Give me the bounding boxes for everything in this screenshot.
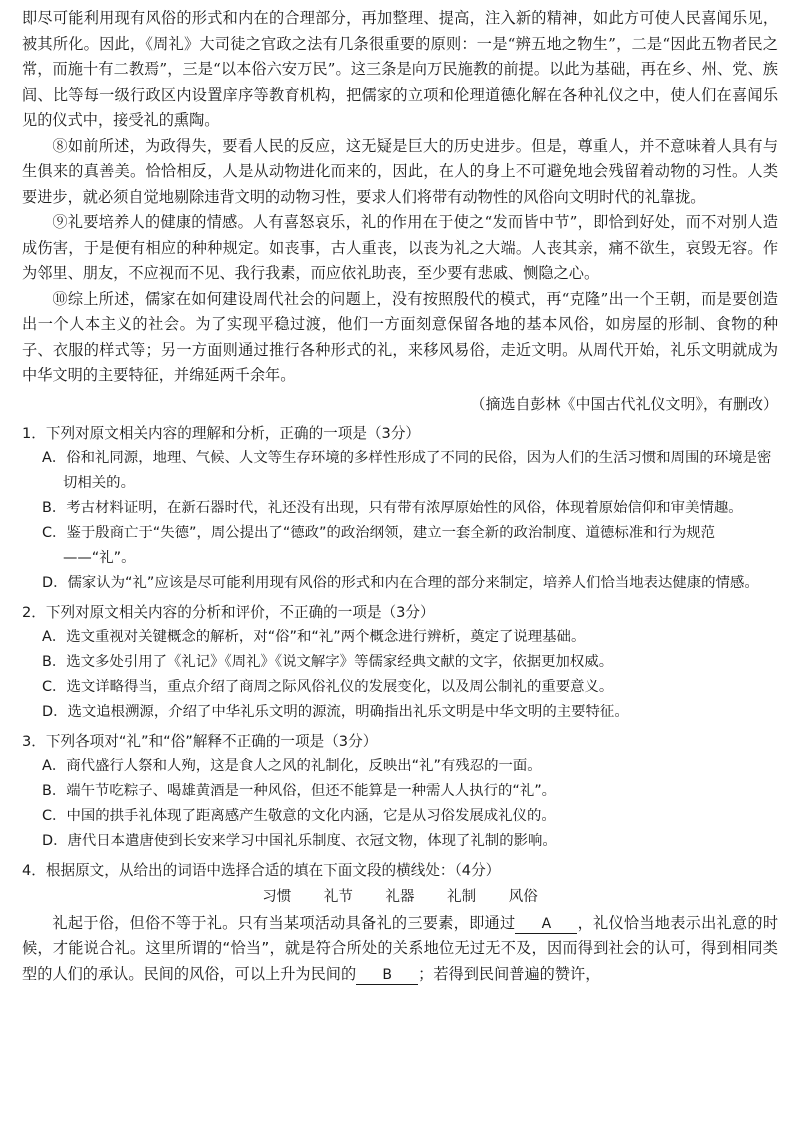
question-3-option-a: A．商代盛行人祭和人殉，这是食人之风的礼制化，反映出“礼”有残忍的一面。 bbox=[42, 757, 542, 774]
passage-text: 礼起于俗，但俗不等于礼。只有当某项活动具备礼的三要素，即通过 bbox=[52, 913, 516, 932]
article-paragraph-10: ⑩综上所述，儒家在如何建设周代社会的问题上，没有按照殷代的模式，再“克隆”出一个王朝，而是要创造出一个人本主义的社会。为了实现平稳过渡，他们一方面刻意保留各地的基本风俗，如房屋的形制、食物的种子、衣服的样式等；另一方面则通过推行各种形式的礼，来移风易俗，走近文明。从周代开始，礼乐文明就成为中华文明的主要特征，并绵延两千余年。 bbox=[22, 289, 778, 384]
passage-text: ，礼仪恰当地表示出礼意的时候，才能说合礼。这里所谓的“恰当”，就是符合所处的关系地位无过无不及，因而得到社会的认可，得到相同类型的人们的承认。民间的风俗，可以上升为民间的 bbox=[22, 913, 779, 983]
question-4 bbox=[22, 858, 778, 988]
question-2-option-c: C．选文详略得当，重点介绍了商周之际风俗礼仪的发展变化，以及周公制礼的重要意义。 bbox=[42, 678, 614, 695]
word-bank-item: 礼节 bbox=[323, 888, 353, 905]
article-paragraph-9: ⑨礼要培养人的健康的情感。人有喜怒哀乐，礼的作用在于使之“发而皆中节”，即恰到好处，而不对别人造成伤害，于是便有相应的种种规定。如丧事，古人重丧，以丧为礼之大端。人丧其亲，痛不欲生，哀毁无容。作为邻里、朋友，不应视而不见、我行我素，而应依礼助丧，至少要有悲戚、恻隐之心。 bbox=[22, 213, 778, 282]
word-bank-item: 礼器 bbox=[385, 888, 415, 905]
question-3-option-c: C．中国的拱手礼体现了距离感产生敬意的文化内涵，它是从习俗发展成礼仪的。 bbox=[42, 807, 556, 824]
word-bank bbox=[22, 883, 778, 911]
question-3-option-d: D．唐代日本遣唐使到长安来学习中国礼乐制度、衣冠文物，体现了礼制的影响。 bbox=[42, 832, 557, 849]
question-1-stem: 1．下列对原文相关内容的理解和分析，正确的一项是（3分） bbox=[22, 424, 421, 442]
question-4-stem: 4．根据原文，从给出的词语中选择合适的填在下面文段的横线处：（4分） bbox=[22, 861, 501, 879]
question-4-passage bbox=[22, 911, 778, 988]
question-1-option-c: C．鉴于殷商亡于“失德”，周公提出了“德政”的政治纲领，建立一套全新的政治制度、道德标准和行为规范——“礼”。 bbox=[42, 524, 716, 566]
question-2-option-a: A．选文重视对关键概念的解析，对“俗”和“礼”两个概念进行辨析，奠定了说理基础。 bbox=[42, 628, 586, 645]
article-paragraph-7: 即尽可能利用现有风俗的形式和内在的合理部分，再加整理、提高，注入新的精神，如此方可使人民喜闻乐见，被其所化。因此，《周礼》大司徒之官政之法有几条很重要的原则：一是“辨五地之物生”，二是“因此五物者民之常，而施十有二教焉”，三是“以本俗六安万民”。这三条是向万民施教的前提。以此为基础，再在乡、州、党、族闾、比等每一级行政区内设置庠序等教育机构，把儒家的立项和伦理道德化解在各种礼仪之中，使人们在喜闻乐见的仪式中，接受礼的熏陶。 bbox=[22, 9, 778, 129]
question-1-option-a: A．俗和礼同源，地理、气候、人文等生存环境的多样性形成了不同的民俗，因为人们的生活习惯和周围的环境是密切相关的。 bbox=[42, 449, 772, 491]
question-2-option-d: D．选文追根溯源，介绍了中华礼乐文明的源流，明确指出礼乐文明是中华文明的主要特征。 bbox=[42, 703, 629, 720]
article-source: （摘选自彭林《中国古代礼仪文明》，有删改） bbox=[470, 394, 778, 413]
question-3-option-b: B．端午节吃粽子、喝雄黄酒是一种风俗，但还不能算是一种需人人执行的“礼”。 bbox=[42, 782, 557, 799]
word-bank-item: 礼制 bbox=[447, 888, 477, 905]
question-1-option-d: D．儒家认为“礼”应该是尽可能利用现有风俗的形式和内在合理的部分来制定，培养人们恰当地表达健康的情感。 bbox=[42, 574, 759, 591]
question-1 bbox=[22, 421, 778, 596]
article-paragraph-8: ⑧如前所述，为政得失，要看人民的反应，这无疑是巨大的历史进步。但是，尊重人，并不意味着人具有与生俱来的真善美。恰恰相反，人是从动物进化而来的，因此，在人的身上不可避免地会残留着动物的习性。人类要进步，就必须自觉地剔除违背文明的动物习性，要求人们将带有动物性的风俗向文明时代的礼靠拢。 bbox=[22, 136, 778, 206]
word-bank-item: 习惯 bbox=[262, 888, 292, 905]
blank-a[interactable]: A bbox=[515, 915, 577, 934]
question-3 bbox=[22, 729, 778, 854]
blank-b[interactable]: B bbox=[356, 966, 418, 985]
passage-text: ；若得到民间普遍的赞许， bbox=[418, 964, 601, 983]
word-bank-item: 风俗 bbox=[508, 888, 538, 905]
question-2-option-b: B．选文多处引用了《礼记》《周礼》《说文解字》等儒家经典文献的文字，依据更加权威。 bbox=[42, 653, 614, 670]
question-1-option-b: B．考古材料证明，在新石器时代，礼还没有出现，只有带有浓厚原始性的风俗，体现着原始信仰和审美情趣。 bbox=[42, 499, 743, 516]
question-2 bbox=[22, 600, 778, 725]
question-2-stem: 2．下列对原文相关内容的分析和评价，不正确的一项是（3分） bbox=[22, 603, 435, 621]
exam-page bbox=[22, 6, 778, 987]
question-3-stem: 3．下列各项对“礼”和“俗”解释不正确的一项是（3分） bbox=[22, 732, 378, 750]
